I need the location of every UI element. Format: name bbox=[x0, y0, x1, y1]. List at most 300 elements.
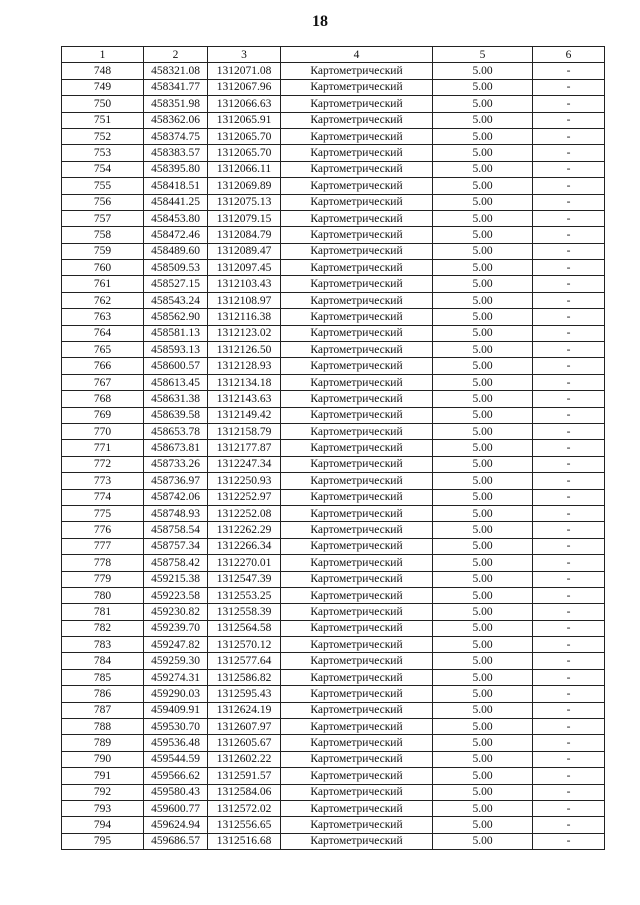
point-number-cell: 777 bbox=[62, 538, 144, 554]
x-coordinate-cell: 459259.30 bbox=[144, 653, 208, 669]
point-number-cell: 781 bbox=[62, 604, 144, 620]
x-coordinate-cell: 458653.78 bbox=[144, 423, 208, 439]
method-cell: Картометрический bbox=[281, 440, 433, 456]
table-header-row bbox=[62, 47, 605, 63]
table-row bbox=[62, 489, 605, 505]
point-number-cell: 795 bbox=[62, 833, 144, 849]
description-cell: - bbox=[533, 702, 605, 718]
accuracy-cell: 5.00 bbox=[433, 620, 533, 636]
y-coordinate-cell: 1312123.02 bbox=[208, 325, 281, 341]
y-coordinate-cell: 1312065.91 bbox=[208, 112, 281, 128]
accuracy-cell: 5.00 bbox=[433, 637, 533, 653]
description-cell: - bbox=[533, 784, 605, 800]
accuracy-cell: 5.00 bbox=[433, 178, 533, 194]
accuracy-cell: 5.00 bbox=[433, 669, 533, 685]
accuracy-cell: 5.00 bbox=[433, 145, 533, 161]
point-number-cell: 792 bbox=[62, 784, 144, 800]
y-coordinate-cell: 1312069.89 bbox=[208, 178, 281, 194]
point-number-cell: 757 bbox=[62, 210, 144, 226]
x-coordinate-cell: 458673.81 bbox=[144, 440, 208, 456]
accuracy-cell: 5.00 bbox=[433, 292, 533, 308]
y-coordinate-cell: 1312602.22 bbox=[208, 751, 281, 767]
column-header: 2 bbox=[144, 47, 208, 63]
description-cell: - bbox=[533, 751, 605, 767]
method-cell: Картометрический bbox=[281, 63, 433, 79]
table-row bbox=[62, 374, 605, 390]
method-cell: Картометрический bbox=[281, 96, 433, 112]
x-coordinate-cell: 458441.25 bbox=[144, 194, 208, 210]
accuracy-cell: 5.00 bbox=[433, 473, 533, 489]
table-row bbox=[62, 194, 605, 210]
x-coordinate-cell: 458489.60 bbox=[144, 243, 208, 259]
accuracy-cell: 5.00 bbox=[433, 128, 533, 144]
y-coordinate-cell: 1312564.58 bbox=[208, 620, 281, 636]
y-coordinate-cell: 1312084.79 bbox=[208, 227, 281, 243]
y-coordinate-cell: 1312262.29 bbox=[208, 522, 281, 538]
accuracy-cell: 5.00 bbox=[433, 63, 533, 79]
accuracy-cell: 5.00 bbox=[433, 227, 533, 243]
x-coordinate-cell: 458581.13 bbox=[144, 325, 208, 341]
accuracy-cell: 5.00 bbox=[433, 440, 533, 456]
accuracy-cell: 5.00 bbox=[433, 719, 533, 735]
description-cell: - bbox=[533, 555, 605, 571]
method-cell: Картометрический bbox=[281, 784, 433, 800]
table-row bbox=[62, 669, 605, 685]
accuracy-cell: 5.00 bbox=[433, 423, 533, 439]
point-number-cell: 768 bbox=[62, 391, 144, 407]
y-coordinate-cell: 1312149.42 bbox=[208, 407, 281, 423]
table-row bbox=[62, 620, 605, 636]
method-cell: Картометрический bbox=[281, 489, 433, 505]
y-coordinate-cell: 1312103.43 bbox=[208, 276, 281, 292]
method-cell: Картометрический bbox=[281, 391, 433, 407]
point-number-cell: 789 bbox=[62, 735, 144, 751]
x-coordinate-cell: 459544.59 bbox=[144, 751, 208, 767]
accuracy-cell: 5.00 bbox=[433, 735, 533, 751]
method-cell: Картометрический bbox=[281, 128, 433, 144]
point-number-cell: 782 bbox=[62, 620, 144, 636]
description-cell: - bbox=[533, 243, 605, 259]
x-coordinate-cell: 458631.38 bbox=[144, 391, 208, 407]
y-coordinate-cell: 1312250.93 bbox=[208, 473, 281, 489]
x-coordinate-cell: 458736.97 bbox=[144, 473, 208, 489]
point-number-cell: 750 bbox=[62, 96, 144, 112]
table-row bbox=[62, 96, 605, 112]
accuracy-cell: 5.00 bbox=[433, 374, 533, 390]
method-cell: Картометрический bbox=[281, 79, 433, 95]
x-coordinate-cell: 459624.94 bbox=[144, 817, 208, 833]
description-cell: - bbox=[533, 719, 605, 735]
method-cell: Картометрический bbox=[281, 292, 433, 308]
description-cell: - bbox=[533, 653, 605, 669]
table-row bbox=[62, 637, 605, 653]
method-cell: Картометрический bbox=[281, 587, 433, 603]
accuracy-cell: 5.00 bbox=[433, 604, 533, 620]
x-coordinate-cell: 459530.70 bbox=[144, 719, 208, 735]
table-row bbox=[62, 817, 605, 833]
method-cell: Картометрический bbox=[281, 653, 433, 669]
accuracy-cell: 5.00 bbox=[433, 407, 533, 423]
y-coordinate-cell: 1312065.70 bbox=[208, 128, 281, 144]
description-cell: - bbox=[533, 620, 605, 636]
point-number-cell: 774 bbox=[62, 489, 144, 505]
table-row bbox=[62, 751, 605, 767]
point-number-cell: 783 bbox=[62, 637, 144, 653]
method-cell: Картометрический bbox=[281, 145, 433, 161]
accuracy-cell: 5.00 bbox=[433, 243, 533, 259]
x-coordinate-cell: 458758.54 bbox=[144, 522, 208, 538]
table-row bbox=[62, 440, 605, 456]
table-row bbox=[62, 358, 605, 374]
method-cell: Картометрический bbox=[281, 604, 433, 620]
x-coordinate-cell: 458374.75 bbox=[144, 128, 208, 144]
point-number-cell: 756 bbox=[62, 194, 144, 210]
accuracy-cell: 5.00 bbox=[433, 456, 533, 472]
y-coordinate-cell: 1312252.08 bbox=[208, 505, 281, 521]
table-row bbox=[62, 112, 605, 128]
y-coordinate-cell: 1312605.67 bbox=[208, 735, 281, 751]
table-row bbox=[62, 407, 605, 423]
y-coordinate-cell: 1312079.15 bbox=[208, 210, 281, 226]
x-coordinate-cell: 458383.57 bbox=[144, 145, 208, 161]
y-coordinate-cell: 1312586.82 bbox=[208, 669, 281, 685]
y-coordinate-cell: 1312143.63 bbox=[208, 391, 281, 407]
method-cell: Картометрический bbox=[281, 702, 433, 718]
point-number-cell: 763 bbox=[62, 309, 144, 325]
table-row bbox=[62, 587, 605, 603]
accuracy-cell: 5.00 bbox=[433, 391, 533, 407]
table-row bbox=[62, 800, 605, 816]
table-row bbox=[62, 210, 605, 226]
table-row bbox=[62, 522, 605, 538]
table-row bbox=[62, 719, 605, 735]
x-coordinate-cell: 458472.46 bbox=[144, 227, 208, 243]
table-row bbox=[62, 423, 605, 439]
table-row bbox=[62, 784, 605, 800]
point-number-cell: 772 bbox=[62, 456, 144, 472]
method-cell: Картометрический bbox=[281, 505, 433, 521]
table-row bbox=[62, 505, 605, 521]
table-row bbox=[62, 342, 605, 358]
description-cell: - bbox=[533, 538, 605, 554]
x-coordinate-cell: 458362.06 bbox=[144, 112, 208, 128]
x-coordinate-cell: 458453.80 bbox=[144, 210, 208, 226]
table-row bbox=[62, 702, 605, 718]
column-header: 3 bbox=[208, 47, 281, 63]
x-coordinate-cell: 458527.15 bbox=[144, 276, 208, 292]
table-row bbox=[62, 473, 605, 489]
point-number-cell: 748 bbox=[62, 63, 144, 79]
description-cell: - bbox=[533, 194, 605, 210]
description-cell: - bbox=[533, 325, 605, 341]
description-cell: - bbox=[533, 800, 605, 816]
method-cell: Картометрический bbox=[281, 276, 433, 292]
accuracy-cell: 5.00 bbox=[433, 309, 533, 325]
accuracy-cell: 5.00 bbox=[433, 210, 533, 226]
accuracy-cell: 5.00 bbox=[433, 555, 533, 571]
method-cell: Картометрический bbox=[281, 227, 433, 243]
method-cell: Картометрический bbox=[281, 243, 433, 259]
x-coordinate-cell: 458562.90 bbox=[144, 309, 208, 325]
point-number-cell: 753 bbox=[62, 145, 144, 161]
method-cell: Картометрический bbox=[281, 112, 433, 128]
accuracy-cell: 5.00 bbox=[433, 112, 533, 128]
y-coordinate-cell: 1312065.70 bbox=[208, 145, 281, 161]
description-cell: - bbox=[533, 522, 605, 538]
description-cell: - bbox=[533, 309, 605, 325]
y-coordinate-cell: 1312252.97 bbox=[208, 489, 281, 505]
description-cell: - bbox=[533, 342, 605, 358]
point-number-cell: 752 bbox=[62, 128, 144, 144]
accuracy-cell: 5.00 bbox=[433, 702, 533, 718]
x-coordinate-cell: 458543.24 bbox=[144, 292, 208, 308]
accuracy-cell: 5.00 bbox=[433, 505, 533, 521]
x-coordinate-cell: 459290.03 bbox=[144, 686, 208, 702]
point-number-cell: 770 bbox=[62, 423, 144, 439]
table-row bbox=[62, 309, 605, 325]
method-cell: Картометрический bbox=[281, 817, 433, 833]
method-cell: Картометрический bbox=[281, 325, 433, 341]
description-cell: - bbox=[533, 161, 605, 177]
table-row bbox=[62, 555, 605, 571]
y-coordinate-cell: 1312547.39 bbox=[208, 571, 281, 587]
x-coordinate-cell: 459215.38 bbox=[144, 571, 208, 587]
y-coordinate-cell: 1312108.97 bbox=[208, 292, 281, 308]
x-coordinate-cell: 459536.48 bbox=[144, 735, 208, 751]
y-coordinate-cell: 1312556.65 bbox=[208, 817, 281, 833]
table-row bbox=[62, 653, 605, 669]
table-row bbox=[62, 260, 605, 276]
description-cell: - bbox=[533, 637, 605, 653]
y-coordinate-cell: 1312558.39 bbox=[208, 604, 281, 620]
point-number-cell: 780 bbox=[62, 587, 144, 603]
x-coordinate-cell: 459566.62 bbox=[144, 768, 208, 784]
y-coordinate-cell: 1312591.57 bbox=[208, 768, 281, 784]
accuracy-cell: 5.00 bbox=[433, 587, 533, 603]
point-number-cell: 760 bbox=[62, 260, 144, 276]
method-cell: Картометрический bbox=[281, 768, 433, 784]
table-row bbox=[62, 161, 605, 177]
description-cell: - bbox=[533, 210, 605, 226]
method-cell: Картометрический bbox=[281, 686, 433, 702]
y-coordinate-cell: 1312177.87 bbox=[208, 440, 281, 456]
y-coordinate-cell: 1312134.18 bbox=[208, 374, 281, 390]
description-cell: - bbox=[533, 817, 605, 833]
method-cell: Картометрический bbox=[281, 161, 433, 177]
point-number-cell: 771 bbox=[62, 440, 144, 456]
x-coordinate-cell: 459230.82 bbox=[144, 604, 208, 620]
accuracy-cell: 5.00 bbox=[433, 817, 533, 833]
point-number-cell: 786 bbox=[62, 686, 144, 702]
point-number-cell: 778 bbox=[62, 555, 144, 571]
accuracy-cell: 5.00 bbox=[433, 194, 533, 210]
method-cell: Картометрический bbox=[281, 194, 433, 210]
point-number-cell: 790 bbox=[62, 751, 144, 767]
description-cell: - bbox=[533, 571, 605, 587]
point-number-cell: 762 bbox=[62, 292, 144, 308]
table-row bbox=[62, 227, 605, 243]
x-coordinate-cell: 459223.58 bbox=[144, 587, 208, 603]
x-coordinate-cell: 458613.45 bbox=[144, 374, 208, 390]
description-cell: - bbox=[533, 178, 605, 194]
description-cell: - bbox=[533, 358, 605, 374]
description-cell: - bbox=[533, 440, 605, 456]
accuracy-cell: 5.00 bbox=[433, 325, 533, 341]
accuracy-cell: 5.00 bbox=[433, 833, 533, 849]
method-cell: Картометрический bbox=[281, 374, 433, 390]
accuracy-cell: 5.00 bbox=[433, 358, 533, 374]
coordinates-table bbox=[61, 46, 605, 850]
y-coordinate-cell: 1312607.97 bbox=[208, 719, 281, 735]
description-cell: - bbox=[533, 292, 605, 308]
y-coordinate-cell: 1312577.64 bbox=[208, 653, 281, 669]
y-coordinate-cell: 1312266.34 bbox=[208, 538, 281, 554]
accuracy-cell: 5.00 bbox=[433, 784, 533, 800]
accuracy-cell: 5.00 bbox=[433, 489, 533, 505]
description-cell: - bbox=[533, 407, 605, 423]
table-row bbox=[62, 456, 605, 472]
accuracy-cell: 5.00 bbox=[433, 571, 533, 587]
point-number-cell: 787 bbox=[62, 702, 144, 718]
accuracy-cell: 5.00 bbox=[433, 342, 533, 358]
x-coordinate-cell: 458748.93 bbox=[144, 505, 208, 521]
description-cell: - bbox=[533, 391, 605, 407]
x-coordinate-cell: 458758.42 bbox=[144, 555, 208, 571]
column-header: 4 bbox=[281, 47, 433, 63]
page-number: 18 bbox=[312, 13, 328, 30]
x-coordinate-cell: 458395.80 bbox=[144, 161, 208, 177]
description-cell: - bbox=[533, 505, 605, 521]
y-coordinate-cell: 1312595.43 bbox=[208, 686, 281, 702]
description-cell: - bbox=[533, 128, 605, 144]
point-number-cell: 785 bbox=[62, 669, 144, 685]
y-coordinate-cell: 1312516.68 bbox=[208, 833, 281, 849]
table-row bbox=[62, 571, 605, 587]
x-coordinate-cell: 458321.08 bbox=[144, 63, 208, 79]
point-number-cell: 751 bbox=[62, 112, 144, 128]
y-coordinate-cell: 1312570.12 bbox=[208, 637, 281, 653]
table-body bbox=[62, 63, 605, 850]
point-number-cell: 761 bbox=[62, 276, 144, 292]
x-coordinate-cell: 458639.58 bbox=[144, 407, 208, 423]
method-cell: Картометрический bbox=[281, 735, 433, 751]
x-coordinate-cell: 459239.70 bbox=[144, 620, 208, 636]
x-coordinate-cell: 458509.53 bbox=[144, 260, 208, 276]
point-number-cell: 773 bbox=[62, 473, 144, 489]
x-coordinate-cell: 459274.31 bbox=[144, 669, 208, 685]
description-cell: - bbox=[533, 489, 605, 505]
x-coordinate-cell: 458600.57 bbox=[144, 358, 208, 374]
point-number-cell: 764 bbox=[62, 325, 144, 341]
accuracy-cell: 5.00 bbox=[433, 161, 533, 177]
table-row bbox=[62, 391, 605, 407]
description-cell: - bbox=[533, 423, 605, 439]
method-cell: Картометрический bbox=[281, 800, 433, 816]
description-cell: - bbox=[533, 79, 605, 95]
accuracy-cell: 5.00 bbox=[433, 96, 533, 112]
description-cell: - bbox=[533, 374, 605, 390]
accuracy-cell: 5.00 bbox=[433, 522, 533, 538]
point-number-cell: 754 bbox=[62, 161, 144, 177]
x-coordinate-cell: 459580.43 bbox=[144, 784, 208, 800]
method-cell: Картометрический bbox=[281, 342, 433, 358]
method-cell: Картометрический bbox=[281, 719, 433, 735]
x-coordinate-cell: 458351.98 bbox=[144, 96, 208, 112]
table-row bbox=[62, 79, 605, 95]
y-coordinate-cell: 1312270.01 bbox=[208, 555, 281, 571]
accuracy-cell: 5.00 bbox=[433, 276, 533, 292]
point-number-cell: 765 bbox=[62, 342, 144, 358]
method-cell: Картометрический bbox=[281, 358, 433, 374]
x-coordinate-cell: 459600.77 bbox=[144, 800, 208, 816]
accuracy-cell: 5.00 bbox=[433, 653, 533, 669]
y-coordinate-cell: 1312089.47 bbox=[208, 243, 281, 259]
x-coordinate-cell: 459686.57 bbox=[144, 833, 208, 849]
point-number-cell: 767 bbox=[62, 374, 144, 390]
method-cell: Картометрический bbox=[281, 751, 433, 767]
accuracy-cell: 5.00 bbox=[433, 538, 533, 554]
method-cell: Картометрический bbox=[281, 669, 433, 685]
point-number-cell: 769 bbox=[62, 407, 144, 423]
description-cell: - bbox=[533, 63, 605, 79]
table-row bbox=[62, 538, 605, 554]
table-row bbox=[62, 178, 605, 194]
method-cell: Картометрический bbox=[281, 407, 433, 423]
description-cell: - bbox=[533, 96, 605, 112]
y-coordinate-cell: 1312584.06 bbox=[208, 784, 281, 800]
method-cell: Картометрический bbox=[281, 260, 433, 276]
y-coordinate-cell: 1312128.93 bbox=[208, 358, 281, 374]
accuracy-cell: 5.00 bbox=[433, 768, 533, 784]
description-cell: - bbox=[533, 473, 605, 489]
table-row bbox=[62, 735, 605, 751]
description-cell: - bbox=[533, 227, 605, 243]
point-number-cell: 766 bbox=[62, 358, 144, 374]
y-coordinate-cell: 1312066.11 bbox=[208, 161, 281, 177]
description-cell: - bbox=[533, 145, 605, 161]
method-cell: Картометрический bbox=[281, 637, 433, 653]
description-cell: - bbox=[533, 768, 605, 784]
method-cell: Картометрический bbox=[281, 620, 433, 636]
table-row bbox=[62, 128, 605, 144]
method-cell: Картометрический bbox=[281, 538, 433, 554]
y-coordinate-cell: 1312075.13 bbox=[208, 194, 281, 210]
y-coordinate-cell: 1312097.45 bbox=[208, 260, 281, 276]
y-coordinate-cell: 1312066.63 bbox=[208, 96, 281, 112]
column-header: 1 bbox=[62, 47, 144, 63]
y-coordinate-cell: 1312624.19 bbox=[208, 702, 281, 718]
x-coordinate-cell: 459247.82 bbox=[144, 637, 208, 653]
method-cell: Картометрический bbox=[281, 178, 433, 194]
accuracy-cell: 5.00 bbox=[433, 751, 533, 767]
method-cell: Картометрический bbox=[281, 456, 433, 472]
description-cell: - bbox=[533, 735, 605, 751]
point-number-cell: 779 bbox=[62, 571, 144, 587]
point-number-cell: 784 bbox=[62, 653, 144, 669]
method-cell: Картометрический bbox=[281, 555, 433, 571]
description-cell: - bbox=[533, 686, 605, 702]
y-coordinate-cell: 1312116.38 bbox=[208, 309, 281, 325]
table-row bbox=[62, 292, 605, 308]
table-row bbox=[62, 686, 605, 702]
table-row bbox=[62, 243, 605, 259]
x-coordinate-cell: 458757.34 bbox=[144, 538, 208, 554]
column-header: 5 bbox=[433, 47, 533, 63]
x-coordinate-cell: 458593.13 bbox=[144, 342, 208, 358]
x-coordinate-cell: 458418.51 bbox=[144, 178, 208, 194]
column-header: 6 bbox=[533, 47, 605, 63]
y-coordinate-cell: 1312126.50 bbox=[208, 342, 281, 358]
